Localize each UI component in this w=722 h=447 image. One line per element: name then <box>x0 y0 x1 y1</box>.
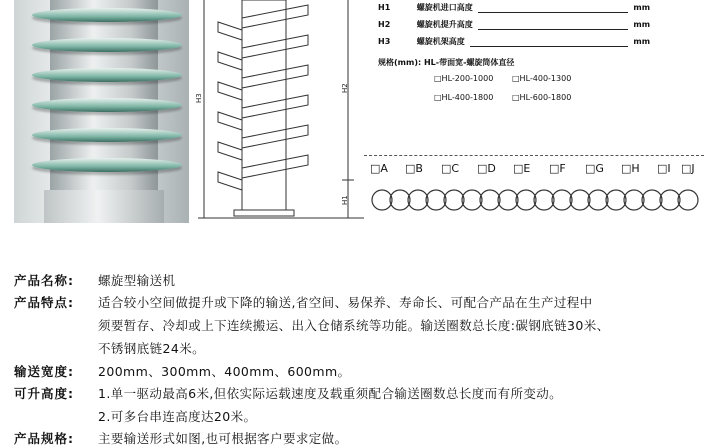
spec-option[interactable]: □HL-400-1800 <box>434 93 494 102</box>
lift-height-line: 2.可多台串连高度达20米。 <box>98 409 257 424</box>
lift-height-line: 1.单一驱动最高6米,但依实际运载速度及载重须配合输送圈数总长度而有所变动。 <box>98 386 563 401</box>
h2-dimension-label: H2 <box>341 83 349 93</box>
h3-dimension-label: H3 <box>195 93 203 103</box>
spec-label: 螺旋机提升高度 <box>416 20 473 29</box>
conveying-width-value: 200mm、300mm、400mm、600mm。 <box>98 364 351 379</box>
product-photo <box>14 0 189 223</box>
product-name-label: 产品名称: <box>14 273 74 288</box>
product-feature-line: 适合较小空间做提升或下降的输送,省空间、易保养、寿命长、可配合产品在生产过程中 <box>98 295 593 310</box>
chain-type-option[interactable]: □G <box>585 162 604 175</box>
spec-key: H3 <box>378 37 391 46</box>
spec-label: 螺旋机架高度 <box>416 37 465 46</box>
h1-dimension-label: H1 <box>341 195 349 205</box>
spec-key: H1 <box>378 3 391 12</box>
product-name-value: 螺旋型输送机 <box>98 273 176 288</box>
spec-option[interactable]: □HL-200-1000 <box>434 74 494 83</box>
divider <box>364 155 704 156</box>
product-spec-value: 主要输送形式如图,也可根据客户要求定做。 <box>98 431 348 446</box>
spec-unit: mm <box>633 20 651 29</box>
spec-model-title: 规格(mm): HL-带面宽-螺旋筒体直径 <box>378 58 515 67</box>
chain-type-options <box>370 162 710 222</box>
spec-option[interactable]: □HL-600-1800 <box>512 93 572 102</box>
spec-line-h1 <box>378 2 650 13</box>
spec-line-h2 <box>378 19 650 30</box>
chain-type-option[interactable]: □F <box>549 162 566 175</box>
chain-type-option[interactable]: □I <box>657 162 671 175</box>
product-feature-label: 产品特点: <box>14 295 74 310</box>
spec-unit: mm <box>633 37 651 46</box>
chain-type-option[interactable]: □A <box>370 162 388 175</box>
product-feature-line: 须要暂存、冷却或上下连续搬运、出入仓储系统等功能。输送圈数总长度:碳钢底链30米、 <box>98 318 610 333</box>
spec-line-h3 <box>378 36 650 47</box>
spec-unit: mm <box>633 3 651 12</box>
chain-type-option[interactable]: □C <box>441 162 460 175</box>
product-spec-label: 产品规格: <box>14 431 74 446</box>
spec-option[interactable]: □HL-400-1300 <box>512 74 572 83</box>
chain-type-option[interactable]: □H <box>621 162 640 175</box>
spiral-conveyor-drawing <box>195 0 364 223</box>
conveying-width-label: 输送宽度: <box>14 364 74 379</box>
chain-type-option[interactable]: □B <box>405 162 423 175</box>
chain-profile-icons <box>370 180 710 220</box>
lift-height-label: 可升高度: <box>14 386 74 401</box>
chain-type-option[interactable]: □D <box>477 162 496 175</box>
chain-type-option[interactable]: □J <box>681 162 695 175</box>
spec-key: H2 <box>378 20 391 29</box>
spec-label: 螺旋机进口高度 <box>416 3 473 12</box>
product-feature-line: 不锈钢底链24米。 <box>98 341 206 356</box>
chain-type-option[interactable]: □E <box>513 162 531 175</box>
